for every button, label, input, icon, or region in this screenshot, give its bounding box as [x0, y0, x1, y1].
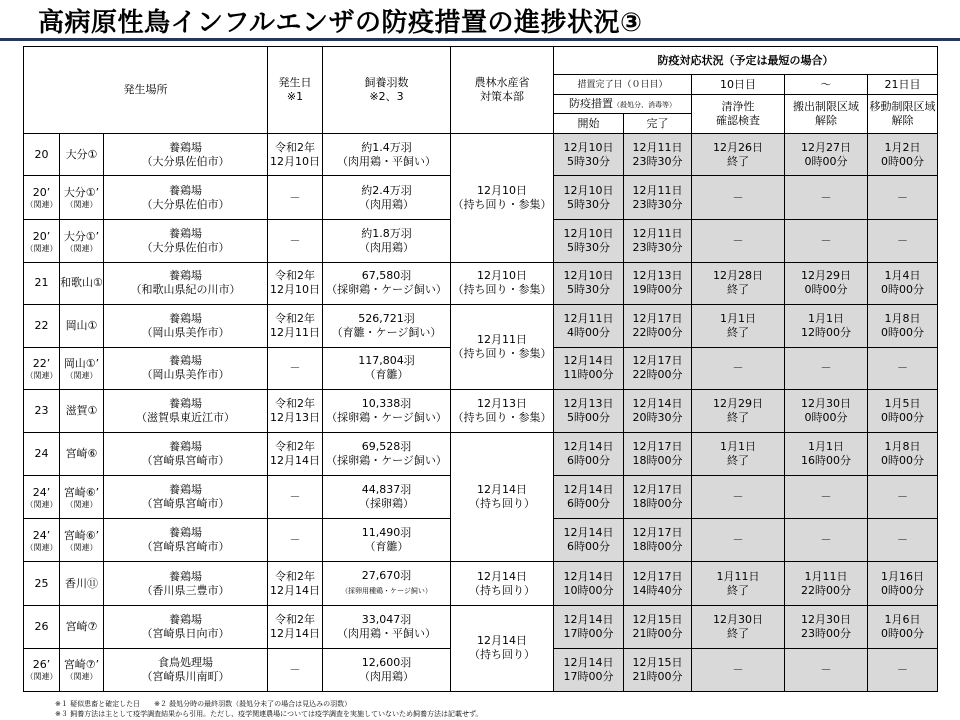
case-date: －	[268, 176, 323, 220]
case-place: 岡山①’ （関連）	[60, 347, 104, 389]
measure-start: 12月14日 6時00分	[554, 476, 624, 519]
case-number: 21	[24, 262, 60, 304]
table-row	[24, 389, 938, 432]
measure-start: 12月10日 5時30分	[554, 262, 624, 304]
carryout-release: －	[785, 519, 868, 562]
header-birds: 飼養羽数 ※2、3	[323, 47, 451, 134]
case-facility: 養鶏場 （大分県佐伯市）	[104, 134, 268, 176]
measure-start: 12月10日 5時30分	[554, 134, 624, 176]
case-facility: 養鶏場 （宮崎県宮崎市）	[104, 476, 268, 519]
hq-meeting: 12月14日 （持ち回り）	[451, 605, 554, 691]
case-facility: 養鶏場 （香川県三豊市）	[104, 562, 268, 605]
movement-release: －	[868, 519, 938, 562]
clean-check: －	[692, 476, 785, 519]
hq-meeting: 12月11日 （持ち回り・参集）	[451, 304, 554, 389]
measure-start: 12月14日 11時00分	[554, 347, 624, 389]
page-title: 高病原性鳥インフルエンザの防疫措置の進捗状況③	[38, 8, 643, 38]
table-row	[24, 134, 938, 176]
header-day21: 21日目	[868, 75, 938, 95]
case-number: 22’ （関連）	[24, 347, 60, 389]
measure-start: 12月10日 5時30分	[554, 176, 624, 220]
case-number: 24’ （関連）	[24, 519, 60, 562]
case-place: 岡山①	[60, 304, 104, 347]
carryout-release: 12月27日 0時00分	[785, 134, 868, 176]
header-completion: 措置完了日（０日目）	[554, 75, 692, 95]
table-row	[24, 605, 938, 648]
measure-end: 12月17日 18時00分	[624, 476, 692, 519]
carryout-release: 12月29日 0時00分	[785, 262, 868, 304]
movement-release: －	[868, 347, 938, 389]
case-number: 25	[24, 562, 60, 605]
carryout-release: 12月30日 23時00分	[785, 605, 868, 648]
case-number: 23	[24, 389, 60, 432]
movement-release: －	[868, 220, 938, 262]
case-birds: 約1.4万羽 （肉用鶏・平飼い）	[323, 134, 451, 176]
movement-release: 1月2日 0時00分	[868, 134, 938, 176]
case-date: 令和2年 12月13日	[268, 389, 323, 432]
header-movement: 移動制限区域 解除	[868, 95, 938, 134]
case-facility: 養鶏場 （滋賀県東近江市）	[104, 389, 268, 432]
case-place: 宮崎⑦’ （関連）	[60, 648, 104, 691]
carryout-release: －	[785, 220, 868, 262]
movement-release: 1月4日 0時00分	[868, 262, 938, 304]
case-number: 20’ （関連）	[24, 176, 60, 220]
case-facility: 養鶏場 （岡山県美作市）	[104, 347, 268, 389]
header-day10: 10日目	[692, 75, 785, 95]
measure-end: 12月15日 21時00分	[624, 605, 692, 648]
hq-meeting: 12月10日 （持ち回り・参集）	[451, 134, 554, 262]
measure-start: 12月14日 17時00分	[554, 605, 624, 648]
movement-release: 1月8日 0時00分	[868, 433, 938, 476]
measure-end: 12月11日 23時30分	[624, 220, 692, 262]
movement-release: 1月6日 0時00分	[868, 605, 938, 648]
case-facility: 養鶏場 （宮崎県日向市）	[104, 605, 268, 648]
header-measures: 防疫措置（殺処分、消毒等）	[554, 95, 692, 114]
case-birds: 10,338羽 （採卵鶏・ケージ飼い）	[323, 389, 451, 432]
clean-check: 12月28日 終了	[692, 262, 785, 304]
case-facility: 養鶏場 （岡山県美作市）	[104, 304, 268, 347]
movement-release: －	[868, 476, 938, 519]
title-underline	[0, 38, 960, 41]
case-birds: 526,721羽 （育雛・ケージ飼い）	[323, 304, 451, 347]
case-facility: 養鶏場 （宮崎県宮崎市）	[104, 433, 268, 476]
measure-start: 12月10日 5時30分	[554, 220, 624, 262]
measure-start: 12月13日 5時00分	[554, 389, 624, 432]
case-number: 20’ （関連）	[24, 220, 60, 262]
footnote-1: ※１ 疑似患畜と確定した日 ※２ 殺処分時の最終羽数（殺処分未了の場合は見込みの羽数）	[55, 700, 352, 708]
measure-end: 12月17日 14時40分	[624, 562, 692, 605]
case-date: －	[268, 347, 323, 389]
case-number: 20	[24, 134, 60, 176]
header-status: 防疫対応状況（予定は最短の場合）	[554, 47, 938, 75]
measure-end: 12月15日 21時00分	[624, 648, 692, 691]
measure-start: 12月14日 6時00分	[554, 519, 624, 562]
case-birds: 67,580羽 （採卵鶏・ケージ飼い）	[323, 262, 451, 304]
case-place: 香川⑪	[60, 562, 104, 605]
case-place: 大分①’ （関連）	[60, 220, 104, 262]
case-place: 宮崎⑥’ （関連）	[60, 476, 104, 519]
carryout-release: 1月1日 16時00分	[785, 433, 868, 476]
clean-check: －	[692, 347, 785, 389]
case-date: 令和2年 12月10日	[268, 262, 323, 304]
header-tilde: ～	[785, 75, 868, 95]
measure-end: 12月11日 23時30分	[624, 134, 692, 176]
case-number: 26	[24, 605, 60, 648]
case-place: 和歌山①	[60, 262, 104, 304]
case-birds: 約2.4万羽 （肉用鶏）	[323, 176, 451, 220]
carryout-release: 12月30日 0時00分	[785, 389, 868, 432]
case-number: 24	[24, 433, 60, 476]
case-facility: 養鶏場 （和歌山県紀の川市）	[104, 262, 268, 304]
clean-check: 12月29日 終了	[692, 389, 785, 432]
case-number: 24’ （関連）	[24, 476, 60, 519]
measure-end: 12月11日 23時30分	[624, 176, 692, 220]
clean-check: 1月11日 終了	[692, 562, 785, 605]
measure-end: 12月17日 18時00分	[624, 519, 692, 562]
case-date: －	[268, 220, 323, 262]
measure-end: 12月13日 19時00分	[624, 262, 692, 304]
header-date: 発生日 ※1	[268, 47, 323, 134]
carryout-release: －	[785, 347, 868, 389]
movement-release: －	[868, 176, 938, 220]
hq-meeting: 12月14日 （持ち回り）	[451, 433, 554, 562]
measure-end: 12月17日 18時00分	[624, 433, 692, 476]
table-row	[24, 562, 938, 605]
case-date: 令和2年 12月11日	[268, 304, 323, 347]
table-row	[24, 433, 938, 476]
case-place: 大分①	[60, 134, 104, 176]
movement-release: 1月16日 0時00分	[868, 562, 938, 605]
header-location: 発生場所	[24, 47, 268, 134]
measure-start: 12月14日 17時00分	[554, 648, 624, 691]
clean-check: 1月1日 終了	[692, 433, 785, 476]
case-birds: 33,047羽 （肉用鶏・平飼い）	[323, 605, 451, 648]
case-birds: 11,490羽 （育雛）	[323, 519, 451, 562]
case-number: 22	[24, 304, 60, 347]
case-place: 宮崎⑦	[60, 605, 104, 648]
case-facility: 食鳥処理場 （宮崎県川南町）	[104, 648, 268, 691]
measure-end: 12月17日 22時00分	[624, 304, 692, 347]
footnote-2: ※３ 飼養方法は主として疫学調査結果から引用。ただし、疫学関連農場については疫学調査を実施していないため飼養方法は記載せず。	[55, 710, 483, 718]
carryout-release: 1月1日 12時00分	[785, 304, 868, 347]
case-birds: 12,600羽 （肉用鶏）	[323, 648, 451, 691]
measure-end: 12月17日 22時00分	[624, 347, 692, 389]
hq-meeting: 12月10日 （持ち回り・参集）	[451, 262, 554, 304]
case-date: 令和2年 12月14日	[268, 433, 323, 476]
case-place: 滋賀①	[60, 389, 104, 432]
clean-check: －	[692, 519, 785, 562]
case-facility: 養鶏場 （大分県佐伯市）	[104, 220, 268, 262]
movement-release: 1月8日 0時00分	[868, 304, 938, 347]
case-date: －	[268, 519, 323, 562]
movement-release: 1月5日 0時00分	[868, 389, 938, 432]
carryout-release: －	[785, 476, 868, 519]
case-place: 宮崎⑥	[60, 433, 104, 476]
clean-check: －	[692, 220, 785, 262]
clean-check: －	[692, 648, 785, 691]
movement-release: －	[868, 648, 938, 691]
clean-check: 12月26日 終了	[692, 134, 785, 176]
progress-table	[23, 46, 938, 692]
carryout-release: －	[785, 648, 868, 691]
case-birds: 69,528羽 （採卵鶏・ケージ飼い）	[323, 433, 451, 476]
carryout-release: 1月11日 22時00分	[785, 562, 868, 605]
table-row	[24, 304, 938, 347]
case-date: 令和2年 12月10日	[268, 134, 323, 176]
table-row	[24, 262, 938, 304]
hq-meeting: 12月14日 （持ち回り）	[451, 562, 554, 605]
header-hq: 農林水産省 対策本部	[451, 47, 554, 134]
case-date: －	[268, 476, 323, 519]
case-facility: 養鶏場 （宮崎県宮崎市）	[104, 519, 268, 562]
clean-check: 1月1日 終了	[692, 304, 785, 347]
measure-start: 12月14日 10時00分	[554, 562, 624, 605]
header-end: 完了	[624, 114, 692, 134]
case-birds: 27,670羽 （採卵用種鶏・ケージ飼い）	[323, 562, 451, 605]
carryout-release: －	[785, 176, 868, 220]
case-birds: 約1.8万羽 （肉用鶏）	[323, 220, 451, 262]
measure-end: 12月14日 20時30分	[624, 389, 692, 432]
case-date: －	[268, 648, 323, 691]
clean-check: －	[692, 176, 785, 220]
case-date: 令和2年 12月14日	[268, 605, 323, 648]
case-number: 26’ （関連）	[24, 648, 60, 691]
header-start: 開始	[554, 114, 624, 134]
header-carryout: 搬出制限区域 解除	[785, 95, 868, 134]
case-facility: 養鶏場 （大分県佐伯市）	[104, 176, 268, 220]
case-place: 宮崎⑥’ （関連）	[60, 519, 104, 562]
case-date: 令和2年 12月14日	[268, 562, 323, 605]
hq-meeting: 12月13日 （持ち回り・参集）	[451, 389, 554, 432]
clean-check: 12月30日 終了	[692, 605, 785, 648]
measure-start: 12月14日 6時00分	[554, 433, 624, 476]
measure-start: 12月11日 4時00分	[554, 304, 624, 347]
case-birds: 44,837羽 （採卵鶏）	[323, 476, 451, 519]
case-birds: 117,804羽 （育雛）	[323, 347, 451, 389]
case-place: 大分①’ （関連）	[60, 176, 104, 220]
header-clean-check: 清浄性 確認検査	[692, 95, 785, 134]
